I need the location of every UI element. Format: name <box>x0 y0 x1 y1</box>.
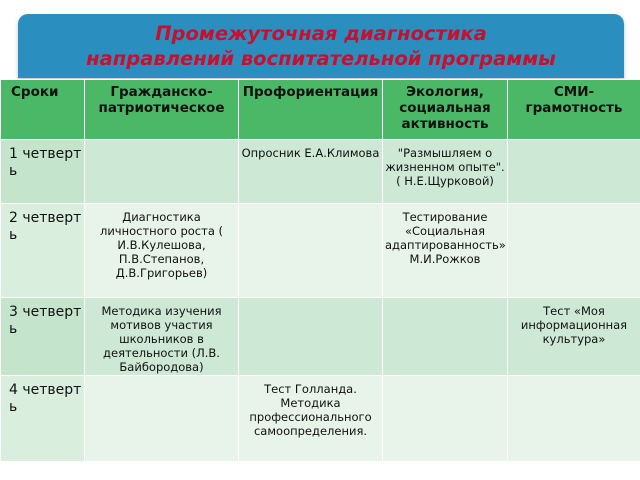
table-cell <box>508 204 640 298</box>
table-row <box>1 204 640 298</box>
table-row <box>1 298 640 376</box>
table-cell <box>239 298 383 376</box>
header-row <box>1 80 640 140</box>
header-civic-patriotic: Гражданско-патриотическое <box>85 80 239 140</box>
table-cell <box>508 376 640 462</box>
table-cell: Тест Голланда. Методика профессионального самоопределения. <box>239 376 383 462</box>
table-cell: Методика изучения мотивов участия школьников в деятельности (Л.В. Байбородова) <box>85 298 239 376</box>
table-row <box>1 376 640 462</box>
title-banner <box>18 14 624 78</box>
table-cell: Опросник Е.А.Климова <box>239 140 383 204</box>
header-career-guidance: Профориентация <box>239 80 383 140</box>
table-cell: Тест «Моя информационная культура» <box>508 298 640 376</box>
table-cell <box>239 204 383 298</box>
term-cell: 4 четверть <box>1 376 85 462</box>
title-line-1: Промежуточная диагностика <box>155 22 487 45</box>
header-term: Сроки <box>1 80 85 140</box>
table-cell <box>383 298 508 376</box>
table-cell <box>85 376 239 462</box>
title-line-2: направлений воспитательной программы <box>86 47 556 70</box>
table-cell: "Размышляем о жизненном опыте". ( Н.Е.Щурковой) <box>383 140 508 204</box>
header-media-literacy: СМИ-грамотность <box>508 80 640 140</box>
table-cell <box>383 376 508 462</box>
table-cell <box>508 140 640 204</box>
term-cell: 2 четверть <box>1 204 85 298</box>
term-cell: 3 четверть <box>1 298 85 376</box>
header-ecology-social: Экология, социальная активность <box>383 80 508 140</box>
table-cell: Тестирование «Социальная адаптированность» М.И.Рожков <box>383 204 508 298</box>
table-row <box>1 140 640 204</box>
term-cell: 1 четверть <box>1 140 85 204</box>
table-cell <box>85 140 239 204</box>
diagnostics-table <box>0 79 640 462</box>
table-cell: Диагностика личностного роста ( И.В.Кулешова, П.В.Степанов, Д.В.Григорьев) <box>85 204 239 298</box>
